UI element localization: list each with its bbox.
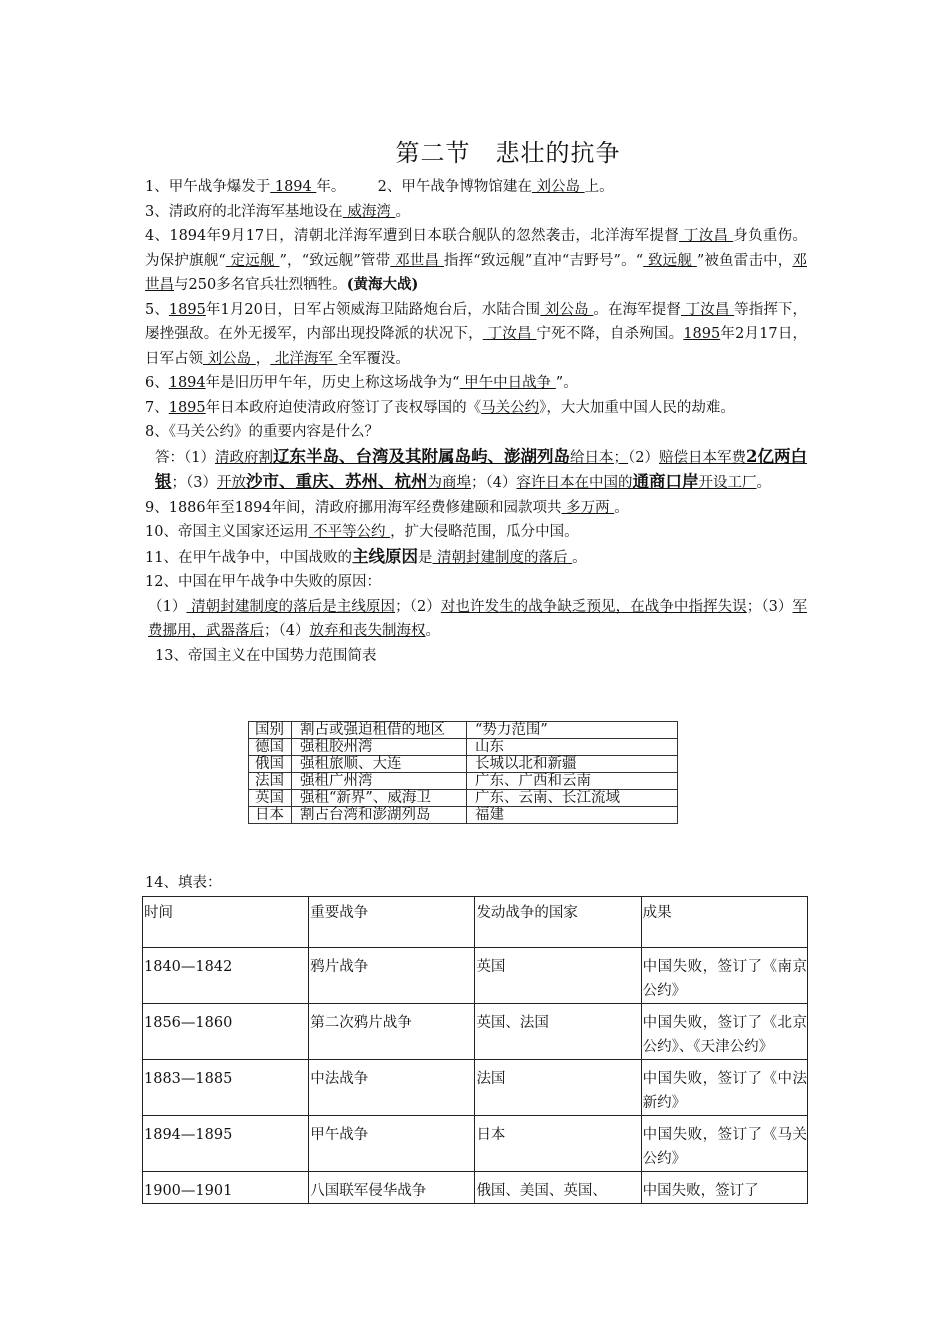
sphere-table-row: [249, 773, 678, 790]
question-11: 11、在甲午战争中，中国战败的主线原因是 清朝封建制度的落后 。: [145, 546, 587, 566]
wars-cell: 中国失败，签订了《南京公约》: [641, 948, 807, 1004]
wars-cell: 第二次鸦片战争: [309, 1004, 475, 1060]
wars-cell: 甲午战争: [309, 1116, 475, 1172]
sphere-cell: 福建: [467, 807, 678, 824]
sphere-header-cell: 国别: [249, 722, 292, 739]
sphere-cell: 强租广州湾: [292, 773, 467, 790]
wars-cell: 1883—1885: [143, 1060, 309, 1116]
wars-cell: 俄国、美国、英国、: [475, 1172, 641, 1204]
question-7: 7、1895年日本政府迫使清政府签订了丧权辱国的《马关公约》，大大加重中国人民的劫难。: [145, 399, 735, 416]
wars-table-header: [143, 897, 808, 948]
question-14-label: 14、填表：: [145, 875, 222, 891]
question-8: 8、《马关公约》的重要内容是什么？: [145, 424, 379, 440]
wars-cell: 鸦片战争: [309, 948, 475, 1004]
question-8-answer: 答：（1）清政府割辽东半岛、台湾及其附属岛屿、澎湖列岛给日本；（2）赔偿日本军费2亿两白银；（3）开放沙市、重庆、苏州、杭州为商埠；（4）容许日本在中国的通商口岸开设工厂。: [155, 446, 808, 491]
sphere-cell: 强租旅顺、大连: [292, 756, 467, 773]
question-9: 9、1886年至1894年间，清政府挪用海军经费修建颐和园款项共 多万两 。: [145, 499, 629, 516]
wars-cell: 八国联军侵华战争: [309, 1172, 475, 1204]
sphere-table-row: [249, 807, 678, 824]
wars-cell: 1900—1901: [143, 1172, 309, 1204]
question-4: 4、1894年9月17日，清朝北洋海军遭到日本联合舰队的忽然袭击，北洋海军提督 丁汝昌 身负重伤。为保护旗舰“ 定远舰 ”，“致远舰”管带 邓世昌 指挥“致远舰”直冲“吉野号”。“ 致远舰 ”被鱼雷击中，邓世昌与250多名官兵壮烈牺牲。(黄海大战): [145, 228, 807, 293]
wars-cell: 中国失败，签订了《中法新约》: [641, 1060, 807, 1116]
wars-table-row: [143, 1004, 808, 1060]
page-title: 第二节 悲壮的抗争: [395, 139, 621, 167]
sphere-header-cell: “势力范围”: [467, 722, 678, 739]
wars-table-row: [143, 1172, 808, 1204]
sphere-table-row: [249, 790, 678, 807]
wars-cell: 法国: [475, 1060, 641, 1116]
wars-cell: 英国、法国: [475, 1004, 641, 1060]
sphere-cell: 广东、云南、长江流域: [467, 790, 678, 807]
question-3: 3、清政府的北洋海军基地设在 威海湾 。: [145, 203, 410, 220]
sphere-cell: 德国: [249, 739, 292, 756]
wars-cell: 中国失败，签订了《北京公约》、《天津公约》: [641, 1004, 807, 1060]
sphere-cell: 日本: [249, 807, 292, 824]
question-list: [145, 175, 807, 668]
wars-table-row: [143, 1116, 808, 1172]
wars-cell: 英国: [475, 948, 641, 1004]
sphere-cell: 俄国: [249, 756, 292, 773]
wars-table-row: [143, 948, 808, 1004]
sphere-cell: 山东: [467, 739, 678, 756]
question-10: 10、帝国主义国家还运用 不平等公约 ，扩大侵略范围，瓜分中国。: [145, 524, 579, 540]
sphere-header-cell: 割占或强迫租借的地区: [292, 722, 467, 739]
sphere-cell: 广东、广西和云南: [467, 773, 678, 790]
wars-table: [142, 896, 808, 1204]
sphere-table-header: [249, 722, 678, 739]
question-1-2: 1、甲午战争爆发于 1894 年。 2、甲午战争博物馆建在 刘公岛 上。: [145, 179, 614, 195]
wars-header-cell: 重要战争: [309, 897, 475, 948]
question-5: 5、1895年1月20日，日军占领威海卫陆路炮台后，水陆合围 刘公岛 。在海军提督 丁汝昌 等指挥下，屡挫强敌。在外无援军，内部出现投降派的状况下， 丁汝昌 宁死不降，自杀殉国。1895年2月17日，日军占领 刘公岛 ， 北洋海军 全军覆没。: [145, 301, 808, 367]
question-12: 12、中国在甲午战争中失败的原因：: [145, 574, 381, 590]
question-13: 13、帝国主义在中国势力范围简表: [155, 647, 377, 664]
sphere-table-row: [249, 756, 678, 773]
sphere-cell: 强租胶州湾: [292, 739, 467, 756]
wars-cell: 中国失败，签订了《马关公约》: [641, 1116, 807, 1172]
wars-cell: 1840—1842: [143, 948, 309, 1004]
sphere-table-row: [249, 739, 678, 756]
question-6: 6、1894年是旧历甲午年，历史上称这场战争为“ 甲午中日战争 ”。: [145, 375, 578, 391]
sphere-cell: 长城以北和新疆: [467, 756, 678, 773]
sphere-cell: 法国: [249, 773, 292, 790]
wars-header-cell: 发动战争的国家: [475, 897, 641, 948]
wars-table-row: [143, 1060, 808, 1116]
wars-cell: 中国失败，签订了: [641, 1172, 807, 1204]
sphere-cell: 割占台湾和澎湖列岛: [292, 807, 467, 824]
sphere-cell: 英国: [249, 790, 292, 807]
wars-header-cell: 时间: [143, 897, 309, 948]
sphere-cell: 强租“新界”、威海卫: [292, 790, 467, 807]
wars-header-cell: 成果: [641, 897, 807, 948]
wars-cell: 1856—1860: [143, 1004, 309, 1060]
wars-cell: 1894—1895: [143, 1116, 309, 1172]
wars-cell: 日本: [475, 1116, 641, 1172]
sphere-of-influence-table: [248, 721, 678, 824]
wars-cell: 中法战争: [309, 1060, 475, 1116]
question-12-answer: （1） 清朝封建制度的落后是主线原因；（2）对也许发生的战争缺乏预见，在战争中指挥失误；（3）军费挪用，武器落后；（4）放弃和丧失制海权。: [148, 598, 807, 639]
